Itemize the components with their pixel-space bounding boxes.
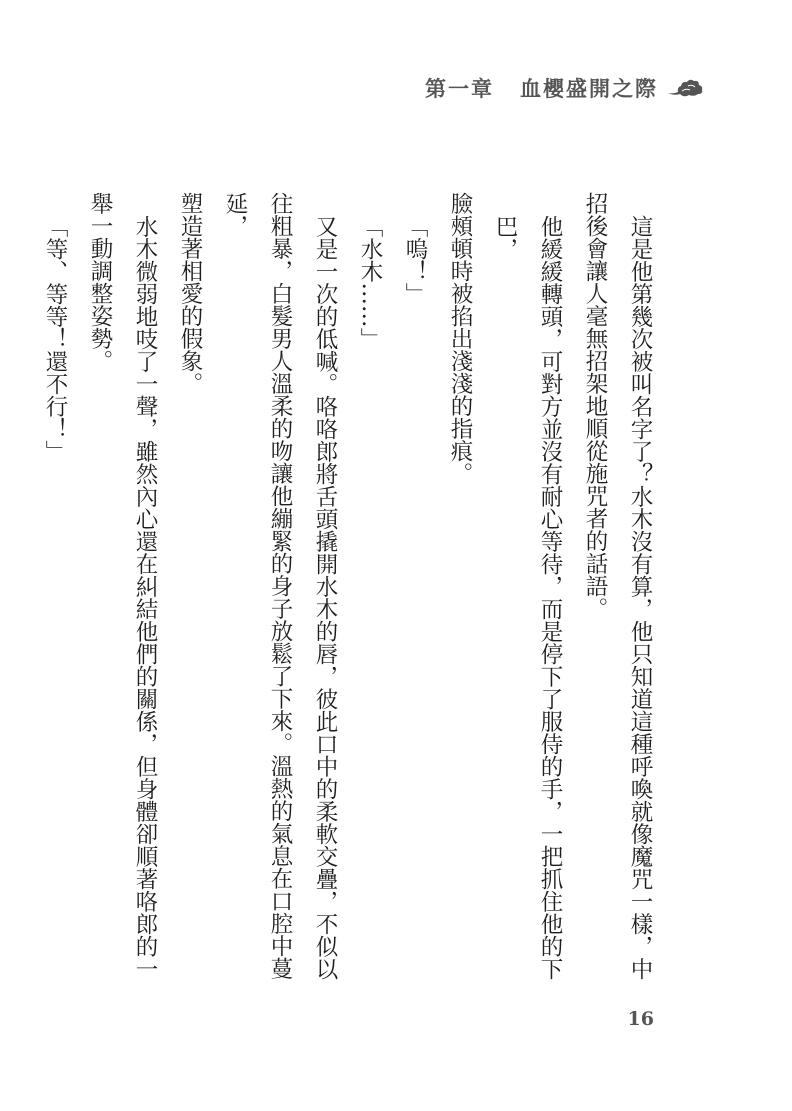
text-column: 臉頰頓時被掐出淺淺的指痕。 [447,192,473,485]
page-number: 16 [627,1008,654,1030]
text-column: 「等、等等！還不行！」 [42,214,68,462]
text-column: 舉一動調整姿勢。 [87,192,113,372]
cloud-ornament-icon [666,77,704,99]
body-text [32,192,662,982]
text-column: 「水木……」 [357,214,383,350]
text-column: 這是他第幾次被叫名字了？水木沒有算，他只知道這種呼喚就像魔咒一樣，中 [627,214,653,980]
text-column: 「嗚！」 [402,214,428,305]
text-column: 又是一次的低喊。咯咯郎將舌頭撬開水木的唇，彼此口中的柔軟交疊，不似以 [312,214,338,980]
text-column: 往粗暴，白髮男人溫柔的吻讓他繃緊的身子放鬆了下來。溫熱的氣息在口腔中蔓延， [222,192,293,980]
text-column: 他緩緩轉頭，可對方並沒有耐心等待，而是停下了服侍的手，一把抓住他的下巴， [492,214,563,980]
text-column: 水木微弱地吱了一聲，雖然內心還在糾結他們的關係，但身體卻順著咯郎的一 [132,214,158,980]
text-column: 塑造著相愛的假象。 [177,192,203,395]
chapter-label: 第一章 [425,76,494,101]
running-header [425,70,704,106]
text-column: 招後會讓人毫無招架地順從施咒者的話語。 [582,192,608,620]
chapter-title: 血櫻盛開之際 [520,76,658,101]
